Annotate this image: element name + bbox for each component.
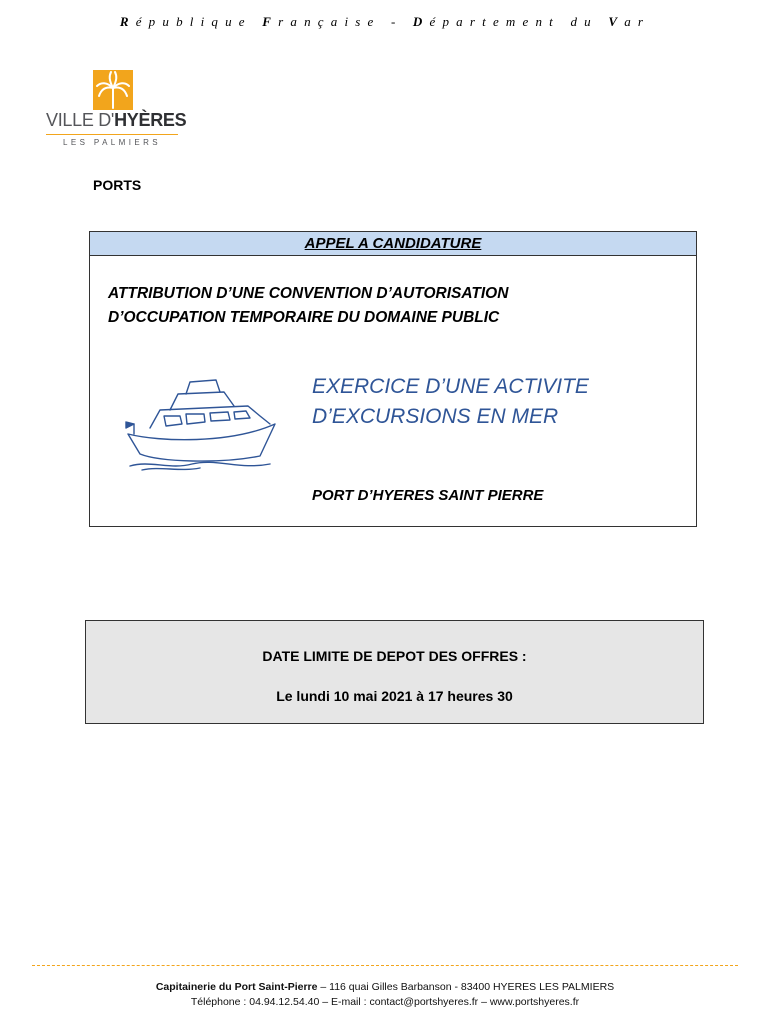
attribution-line: ATTRIBUTION D’UNE CONVENTION D’AUTORISATION — [108, 285, 509, 302]
deadline-label: DATE LIMITE DE DEPOT DES OFFRES : — [262, 648, 527, 664]
boat-illustration-icon — [120, 372, 290, 472]
header-word: du — [570, 14, 598, 29]
document-header — [0, 14, 770, 30]
logo-city-name: VILLE D'HYÈRES — [46, 110, 187, 130]
palm-emblem-icon — [93, 70, 133, 110]
deadline-date: Le lundi 10 mai 2021 à 17 heures 30 — [276, 688, 513, 704]
footer-contact-line: Téléphone : 04.94.12.54.40 – E-mail : contact@portshyeres.fr – www.portshyeres.fr — [190, 996, 580, 1008]
header-word: épublique — [135, 14, 252, 29]
port-name: PORT D’HYERES SAINT PIERRE — [312, 487, 544, 504]
call-for-applications-box — [89, 231, 697, 527]
logo-subtitle: LES PALMIERS — [62, 138, 161, 147]
header-initial: V — [608, 14, 625, 29]
activity-title — [312, 372, 672, 432]
footer-address: – 116 quai Gilles Barbanson - 83400 HYERES LES PALMIERS — [317, 981, 615, 993]
header-word: ar — [624, 14, 651, 29]
header-initial: D — [412, 14, 430, 29]
activity-line: D’EXCURSIONS EN MER — [312, 405, 559, 428]
header-word: rançaise — [278, 14, 381, 29]
call-title: APPEL A CANDIDATURE — [90, 232, 696, 256]
city-logo — [46, 70, 187, 152]
attribution-line: D’OCCUPATION TEMPORAIRE DU DOMAINE PUBLIC — [108, 309, 500, 326]
footer-address-line — [0, 980, 770, 995]
logo-divider — [46, 134, 178, 135]
section-label: PORTS — [93, 177, 142, 193]
header-separator: - — [390, 14, 403, 29]
header-initial: F — [262, 14, 279, 29]
activity-line: EXERCICE D’UNE ACTIVITE — [312, 375, 589, 398]
footer — [0, 980, 770, 1010]
footer-divider — [32, 965, 738, 966]
header-word: épartement — [429, 14, 560, 29]
attribution-title — [108, 282, 660, 330]
header-initial: R — [119, 14, 136, 29]
deadline-box — [85, 620, 704, 724]
footer-org: Capitainerie du Port Saint-Pierre — [155, 981, 318, 993]
